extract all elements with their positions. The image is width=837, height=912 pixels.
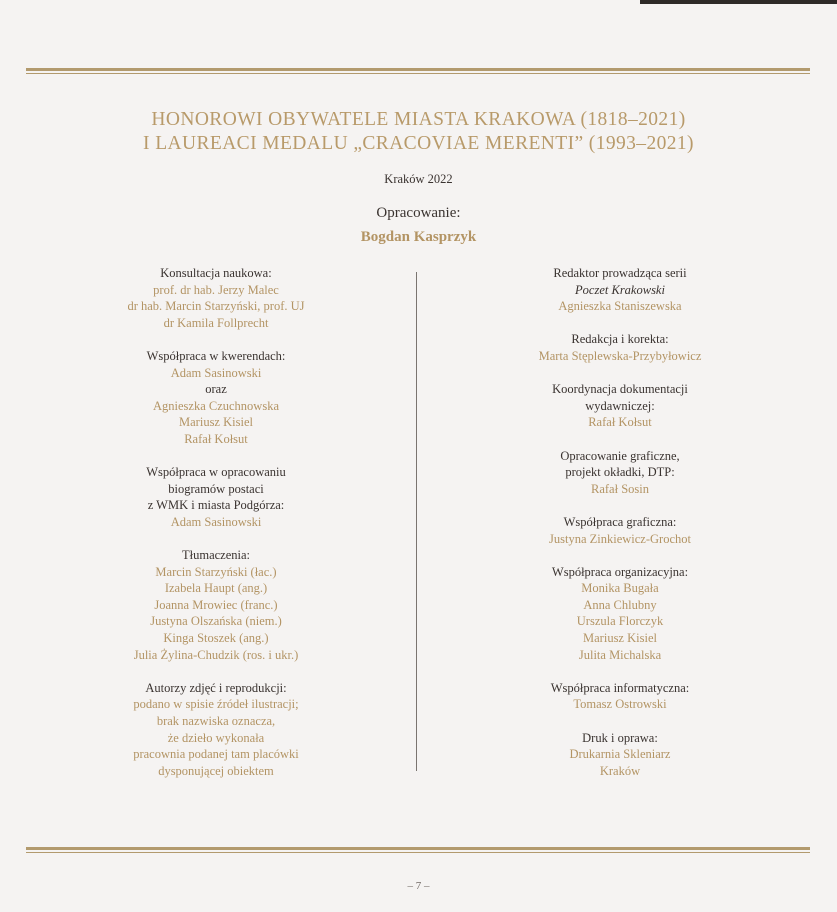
- credit-name: Mariusz Kisiel: [583, 631, 657, 646]
- credit-label: wydawniczej:: [585, 398, 655, 413]
- credit-name: Rafał Sosin: [591, 481, 649, 496]
- credit-label: Redakcja i korekta:: [571, 332, 669, 347]
- credit-label: Koordynacja dokumentacji: [552, 382, 688, 397]
- credit-label: oraz: [205, 382, 227, 397]
- column-divider: [416, 272, 417, 771]
- credit-group: [500, 730, 740, 780]
- series-name: Poczet Krakowski: [575, 282, 665, 297]
- credit-label: Opracowanie graficzne,: [560, 448, 680, 463]
- credit-name: dysponującej obiektem: [158, 763, 274, 778]
- credit-name: brak nazwiska oznacza,: [156, 714, 276, 729]
- bottom-double-rule: [26, 847, 810, 853]
- credit-label: Tłumaczenia:: [181, 548, 251, 563]
- credit-label: biogramów postaci: [168, 481, 264, 496]
- credit-name: Rafał Kołsut: [184, 431, 248, 446]
- credit-name: Tomasz Ostrowski: [573, 697, 667, 712]
- credit-group: [96, 265, 336, 331]
- credit-name: pracownia podanej tam placówki: [133, 747, 299, 762]
- credit-name: Julia Żylina-Chudzik (ros. i ukr.): [133, 647, 299, 662]
- credit-group: [500, 381, 740, 431]
- left-credits-column: [96, 265, 336, 779]
- title-line: HONOROWI OBYWATELE MIASTA KRAKOWA (1818–2021): [151, 109, 686, 130]
- credit-group: [500, 680, 740, 713]
- credit-label: Współpraca w kwerendach:: [146, 348, 286, 363]
- credit-group: [96, 348, 336, 381]
- credit-name: podano w spisie źródeł ilustracji;: [133, 697, 299, 712]
- credit-name: Kraków: [599, 763, 641, 778]
- credit-group: [96, 680, 336, 780]
- credit-name: Justyna Olszańska (niem.): [150, 614, 282, 629]
- credit-label: projekt okładki, DTP:: [565, 465, 675, 480]
- credit-group: [500, 448, 740, 498]
- credit-name: Agnieszka Czuchnowska: [152, 398, 279, 413]
- credit-name: Justyna Zinkiewicz-Grochot: [549, 531, 691, 546]
- page-number: – 7 –: [407, 880, 430, 892]
- credit-name: prof. dr hab. Jerzy Malec: [153, 282, 279, 297]
- credit-name: Kinga Stoszek (ang.): [163, 631, 269, 646]
- credit-name: Drukarnia Skleniarz: [569, 747, 671, 762]
- credit-name: Izabela Haupt (ang.): [164, 581, 268, 596]
- credit-group: [96, 381, 336, 447]
- preparation-label: Opracowanie:: [376, 205, 461, 221]
- credit-label: Autorzy zdjęć i reprodukcji:: [145, 680, 287, 695]
- credit-group: [96, 547, 336, 663]
- credit-name: że dzieło wykonała: [167, 730, 265, 745]
- credit-group: [96, 464, 336, 530]
- credit-name: Agnieszka Staniszewska: [558, 299, 682, 314]
- page-title: [0, 108, 837, 156]
- credit-group: [500, 514, 740, 547]
- credit-name: dr Kamila Follprecht: [163, 315, 269, 330]
- place-year: Kraków 2022: [384, 172, 453, 186]
- credit-label: Współpraca organizacyjna:: [551, 564, 689, 579]
- credit-name: Marcin Starzyński (łac.): [155, 564, 277, 579]
- credit-label: Współpraca w opracowaniu: [146, 465, 286, 480]
- credit-name: Julita Michalska: [578, 647, 662, 662]
- credit-group: [500, 331, 740, 364]
- preparation-name: Bogdan Kasprzyk: [360, 229, 477, 245]
- credit-group: [500, 265, 740, 315]
- credit-label: z WMK i miasta Podgórza:: [147, 498, 285, 513]
- credit-name: Adam Sasinowski: [170, 365, 262, 380]
- right-credits-column: [500, 265, 740, 779]
- credit-name: Marta Stęplewska-Przybyłowicz: [538, 348, 702, 363]
- credit-name: Mariusz Kisiel: [179, 415, 253, 430]
- credit-name: Anna Chlubny: [583, 597, 657, 612]
- credit-label: Współpraca graficzna:: [563, 514, 677, 529]
- top-double-rule: [26, 68, 810, 74]
- title-line: I LAUREACI MEDALU „CRACOVIAE MERENTI” (1993–2021): [143, 133, 694, 154]
- credit-label: Współpraca informatyczna:: [550, 680, 690, 695]
- credit-label: Druk i oprawa:: [582, 730, 658, 745]
- scan-edge-mark: [640, 0, 837, 4]
- credit-group: [500, 564, 740, 664]
- credit-label: Konsultacja naukowa:: [160, 266, 272, 280]
- credit-name: dr hab. Marcin Starzyński, prof. UJ: [127, 299, 305, 314]
- credit-name: Joanna Mrowiec (franc.): [154, 597, 278, 612]
- credit-name: Monika Bugała: [581, 581, 659, 596]
- credit-name: Urszula Florczyk: [576, 614, 664, 629]
- credit-name: Rafał Kołsut: [588, 415, 652, 430]
- credit-label: Redaktor prowadząca serii: [553, 266, 687, 280]
- credit-name: Adam Sasinowski: [170, 514, 262, 529]
